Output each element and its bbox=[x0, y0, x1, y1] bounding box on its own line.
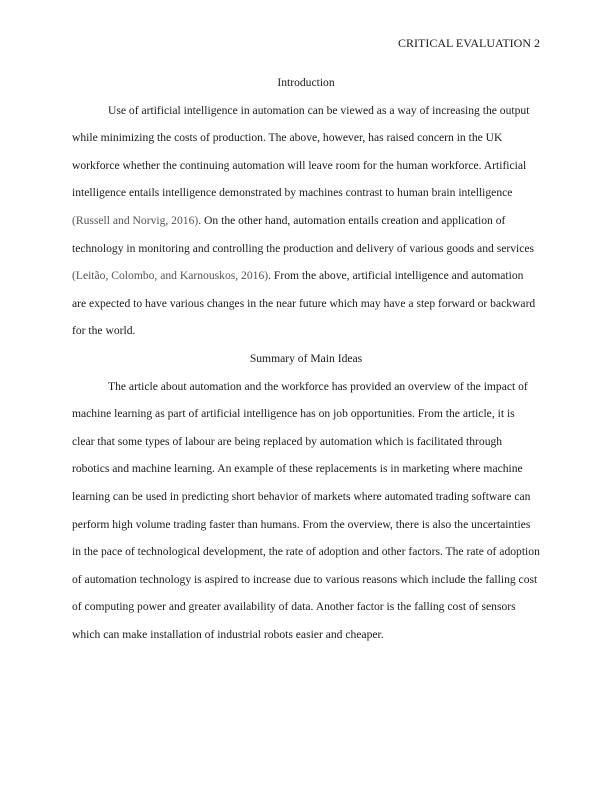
citation-russell-norvig: (Russell and Norvig, 2016) bbox=[72, 213, 199, 227]
introduction-paragraph bbox=[72, 97, 540, 345]
running-head: CRITICAL EVALUATION 2 bbox=[398, 36, 540, 50]
summary-paragraph: The article about automation and the workforce has provided an overview of the impact of machine learning as part of artificial intelligence has on job opportunities. From the article, it is clear that some types of labour are being replaced by automation which is facilitated through robotics and machine learning. An example of these replacements is in marketing where machine learning can be used in predicting short behavior of markets where automated trading software can perform high volume trading faster than humans. From the overview, there is also the uncertainties in the pace of technological development, the rate of adoption and other factors. The rate of adoption of automation technology is aspired to increase due to various reasons which include the falling cost of computing power and greater availability of data. Another factor is the falling cost of sensors which can make installation of industrial robots easier and cheaper. bbox=[72, 379, 540, 641]
summary-heading: Summary of Main Ideas bbox=[249, 351, 363, 365]
intro-text-part-2: . On the other hand, automation entails creation and application of technology in monitoring and controlling the production and delivery of various goods and services bbox=[72, 213, 535, 255]
intro-text-part-1: Use of artificial intelligence in automation can be viewed as a way of increasing the output while minimizing the costs of production. The above, however, has raised concern in the UK workforce whether the continuing automation will leave room for the human workforce. Artificial intelligence entails intelligence demonstrated by machines contrast to human brain intelligence bbox=[72, 103, 530, 200]
citation-leitao-colombo-karnouskos: (Leitão, Colombo, and Karnouskos, 2016) bbox=[72, 269, 269, 283]
document-body bbox=[72, 69, 540, 648]
introduction-heading: Introduction bbox=[277, 76, 335, 89]
intro-text-part-3: . From the above, artificial intelligence and automation are expected to have various changes in the near future which may have a step forward or backward for the world. bbox=[72, 269, 536, 338]
